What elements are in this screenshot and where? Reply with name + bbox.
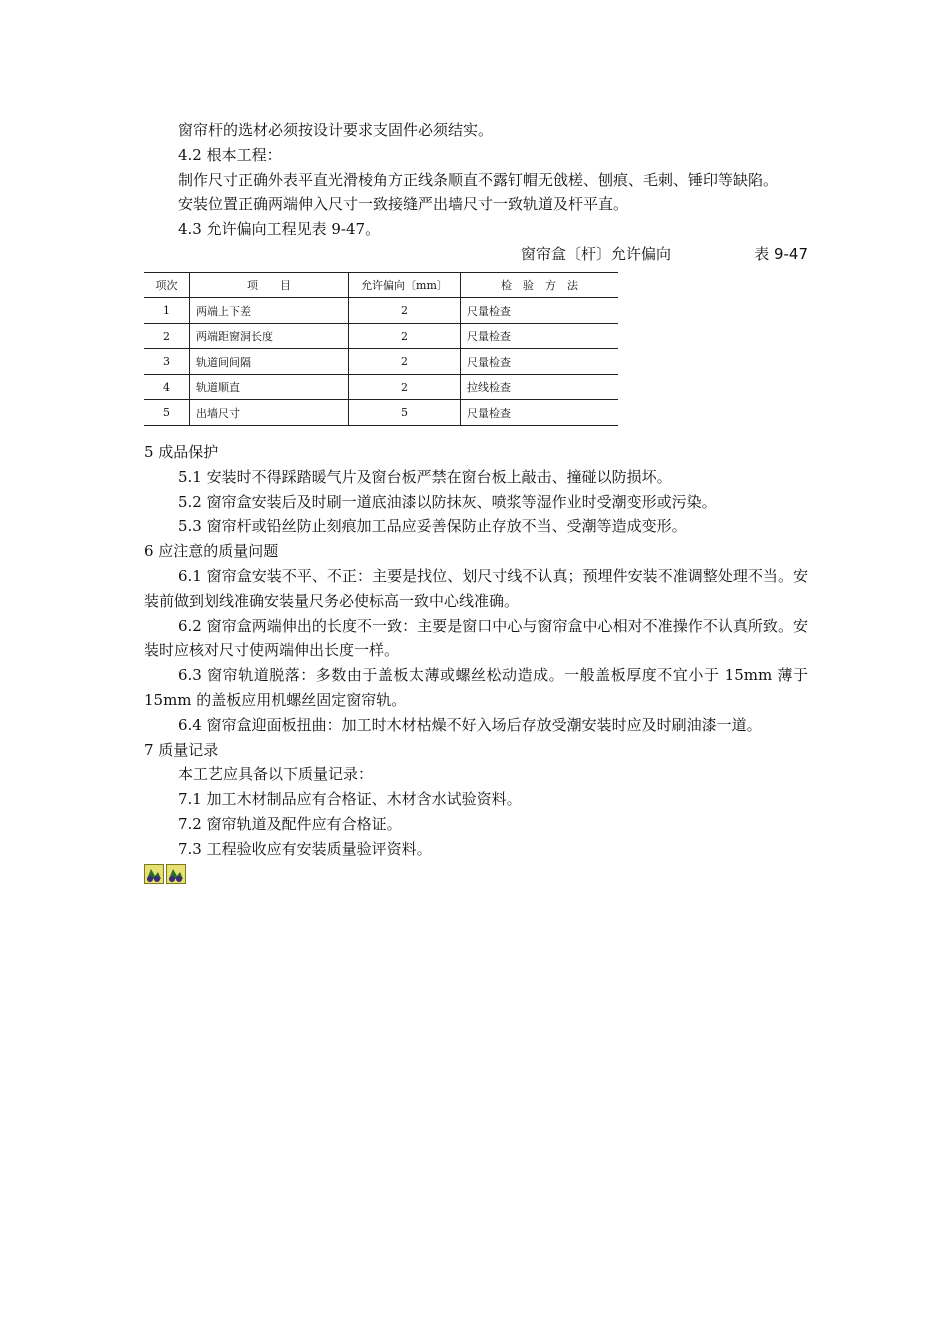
table-cell: 1 (144, 298, 190, 324)
list-item: 6.3 窗帘轨道脱落：多数由于盖板太薄或螺丝松动造成。一般盖板厚度不宜小于 15mm 薄于 15mm 的盖板应用机螺丝固定窗帘轨。 (144, 666, 808, 709)
document-icon[interactable] (166, 864, 186, 884)
table-cell: 轨道顺直 (190, 374, 349, 400)
table-cell: 2 (349, 374, 461, 400)
table-cell: 出墙尺寸 (190, 400, 349, 426)
list-item: 5.1 安装时不得踩踏暖气片及窗台板严禁在窗台板上敲击、撞碰以防损坏。 (178, 467, 672, 486)
table-title: 窗帘盒〔杆〕允许偏向 (521, 244, 672, 263)
table-cell: 拉线检查 (461, 374, 619, 400)
list-item: 5.3 窗帘杆或铅丝防止刻痕加工品应妥善保防止存放不当、受潮等造成变形。 (178, 517, 687, 536)
table-cell: 2 (349, 323, 461, 349)
table-row (144, 298, 618, 324)
list-item: 7.2 窗帘轨道及配件应有合格证。 (178, 814, 402, 833)
table-header-row (144, 272, 618, 298)
paragraph: 安装位置正确两端伸入尺寸一致接缝严出墙尺寸一致轨道及杆平直。 (178, 195, 629, 214)
table-row (144, 323, 618, 349)
table-cell: 尺量检查 (461, 400, 619, 426)
subheading: 4.2 根本工程： (178, 145, 282, 164)
table-number: 表 9-47 (754, 244, 808, 263)
paragraph: 4.3 允许偏向工程见表 9-47。 (178, 220, 381, 239)
paragraph: 制作尺寸正确外表平直光滑棱角方正线条顺直不露钉帽无戗槎、刨痕、毛刺、锤印等缺陷。 (178, 170, 779, 189)
table-cell: 2 (349, 298, 461, 324)
paragraph: 窗帘杆的选材必须按设计要求支固件必须结实。 (178, 121, 494, 139)
table-row (144, 400, 618, 426)
section-heading: 6 应注意的质量问题 (144, 542, 279, 561)
deviation-table (144, 272, 618, 426)
table-cell: 2 (144, 323, 190, 349)
table-cell: 尺量检查 (461, 298, 619, 324)
document-icon[interactable] (144, 864, 164, 884)
table-cell: 尺量检查 (461, 349, 619, 375)
table-cell: 尺量检查 (461, 323, 619, 349)
paragraph: 本工艺应具备以下质量记录： (178, 765, 374, 784)
list-item: 6.1 窗帘盒安装不平、不正：主要是找位、划尺寸线不认真；预埋件安装不准调整处理不当。安装前做到划线准确安装量尺务必使标高一致中心线准确。 (144, 566, 808, 610)
table-cell: 5 (144, 400, 190, 426)
list-item: 7.1 加工木材制品应有合格证、木材含水试验资料。 (178, 790, 522, 809)
header-cell: 检 验 方 法 (461, 272, 619, 298)
table-cell: 4 (144, 374, 190, 400)
section-heading: 5 成品保护 (144, 442, 219, 461)
list-item: 6.4 窗帘盒迎面板扭曲：加工时木材枯燥不好入场后存放受潮安装时应及时刷油漆一道。 (178, 715, 762, 734)
header-cell: 项 目 (190, 272, 349, 298)
section-heading: 7 质量记录 (144, 740, 219, 759)
table-cell: 2 (349, 349, 461, 375)
table-row (144, 349, 618, 375)
footer-icons (144, 864, 808, 886)
table-cell: 5 (349, 400, 461, 426)
header-cell: 项次 (144, 272, 190, 298)
table-cell: 3 (144, 349, 190, 375)
table-caption (144, 242, 808, 272)
list-item: 5.2 窗帘盒安装后及时刷一道底油漆以防抹灰、喷浆等湿作业时受潮变形或污染。 (178, 492, 717, 511)
document-page (144, 118, 808, 886)
list-item: 7.3 工程验收应有安装质量验评资料。 (178, 839, 432, 858)
header-cell: 允许偏向〔mm〕 (349, 272, 461, 298)
list-item: 6.2 窗帘盒两端伸出的长度不一致：主要是窗口中心与窗帘盒中心相对不准操作不认真所致。安装时应核对尺寸使两端伸出长度一样。 (144, 616, 808, 660)
table-cell: 两端上下差 (190, 298, 349, 324)
table-cell: 两端距窗洞长度 (190, 323, 349, 349)
table-row (144, 374, 618, 400)
table-cell: 轨道间间隔 (190, 349, 349, 375)
